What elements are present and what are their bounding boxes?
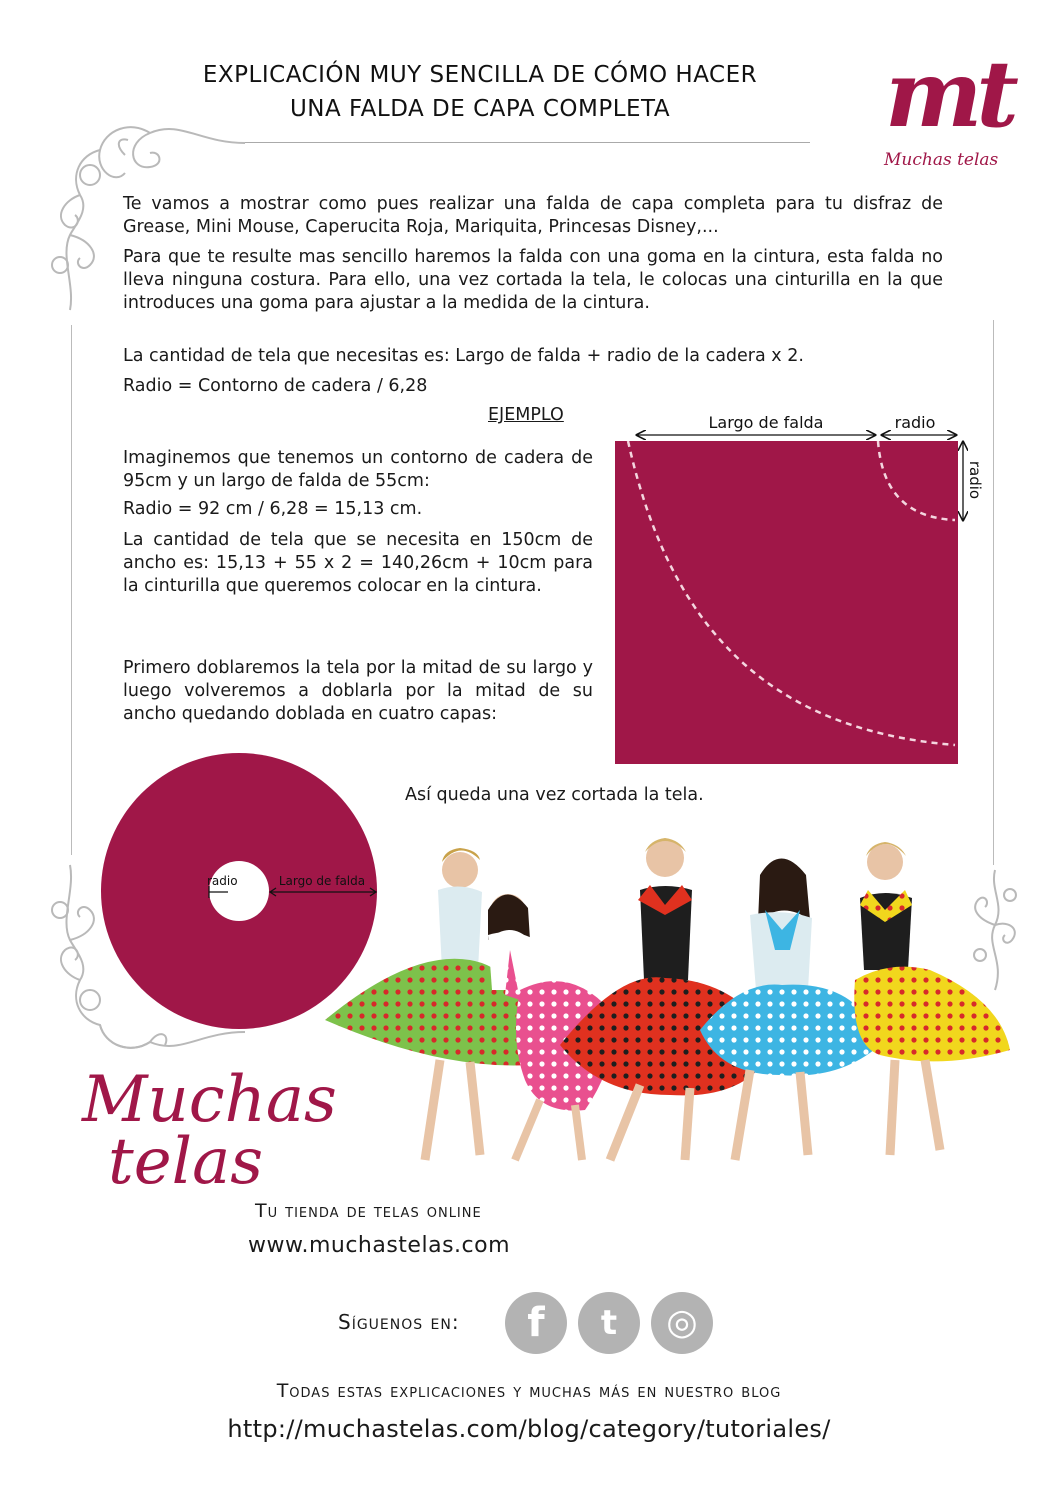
title-line-2: UNA FALDA DE CAPA COMPLETA xyxy=(289,96,671,122)
instagram-icon[interactable]: ◎ xyxy=(651,1292,713,1354)
waist-hole xyxy=(209,861,269,921)
logo-mark: mt xyxy=(885,40,1013,148)
blog-label: Todas estas explicaciones y muchas más en nuestro blog xyxy=(276,1380,782,1402)
example-heading: EJEMPLO xyxy=(488,405,564,425)
brand-name-line-2: telas xyxy=(108,1125,264,1199)
store-tagline: Tu tienda de telas online xyxy=(255,1200,482,1222)
radius-formula: Radio = Contorno de cadera / 6,28 xyxy=(123,376,428,396)
dancers-photo xyxy=(320,830,1020,1200)
brand-name-line-1: Muchas xyxy=(82,1063,337,1137)
example-paragraph-1: Imaginemos que tenemos un contorno de cadera de 95cm y un largo de falda de 55cm: xyxy=(123,448,593,491)
example-radius-calc: Radio = 92 cm / 6,28 = 15,13 cm. xyxy=(123,499,423,519)
fold-label-radius-top: radio xyxy=(894,413,936,432)
facebook-icon[interactable]: f xyxy=(505,1292,567,1354)
fabric-amount-formula: La cantidad de tela que necesitas es: Largo de falda + radio de la cadera x 2. xyxy=(123,346,804,366)
cut-caption: Así queda una vez cortada la tela. xyxy=(405,785,704,805)
blog-link[interactable]: http://muchastelas.com/blog/category/tutoriales/ xyxy=(227,1415,831,1443)
dancer-blue xyxy=(700,859,880,1161)
fabric-square xyxy=(615,441,958,764)
folded-fabric-diagram xyxy=(600,400,1000,775)
dancer-yellow xyxy=(854,842,1010,1155)
cut-label-length: Largo de falda xyxy=(278,874,366,888)
follow-label: Síguenos en: xyxy=(338,1310,460,1334)
fold-label-radius-side: radio xyxy=(966,460,984,500)
intro-paragraph-1: Te vamos a mostrar como pues realizar una falda de capa completa para tu disfraz de Grease, Mini Mouse, Caperucita Roja, Mariquita, Princesas Disney,... xyxy=(123,194,943,237)
fold-instructions: Primero doblaremos la tela por la mitad de su largo y luego volveremos a doblarla por la mitad de su ancho quedando doblada en cuatro capas: xyxy=(123,658,593,724)
cut-label-radius: radio xyxy=(207,874,238,888)
title-divider xyxy=(245,142,810,143)
intro-paragraph-2: Para que te resulte mas sencillo haremos la falda con una goma en la cintura, esta falda no lleva ninguna costura. Para ello, una vez cortada la tela, le colocas una cinturilla en la que introduces una goma para ajustar a la medida de la cintura. xyxy=(123,247,943,313)
frame-line-left xyxy=(71,325,72,855)
website-link[interactable]: www.muchastelas.com xyxy=(248,1233,511,1258)
dancer-green xyxy=(325,848,530,1160)
title-line-1: EXPLICACIÓN MUY SENCILLA DE CÓMO HACER xyxy=(202,62,758,88)
fold-label-length: Largo de falda xyxy=(708,413,824,432)
example-fabric-calc: La cantidad de tela que se necesita en 150cm de ancho es: 15,13 + 55 x 2 = 140,26cm + 10cm para la cinturilla que queremos colocar en la cintura. xyxy=(123,530,593,596)
twitter-icon[interactable]: t xyxy=(578,1292,640,1354)
logo-text: Muchas telas xyxy=(884,150,999,170)
